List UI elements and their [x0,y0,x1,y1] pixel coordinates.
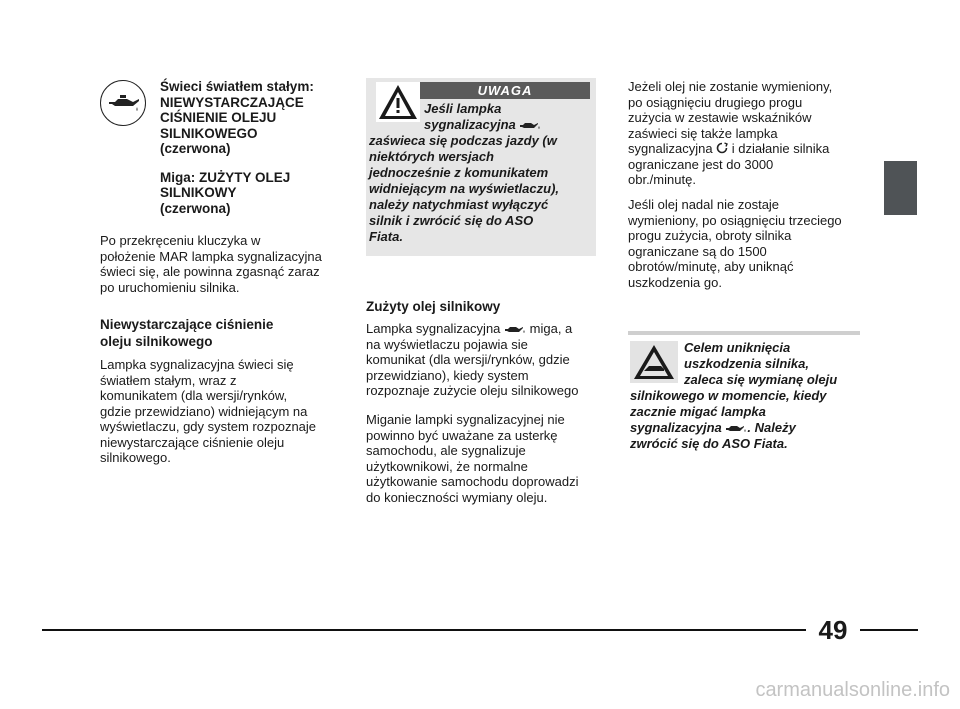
warning-triangle-icon [376,82,420,127]
oil-can-icon [519,120,541,130]
low-pressure-paragraph: Lampka sygnalizacyjna świeci się światłem stałym, wraz z komunikatem (dla wersji/rynków, gdzie przewidziano) widniejącym na wyświetlaczu, gdy system rozpoznaje niewystarczające ciśnienie oleju silnikowego. [100,357,317,465]
third-threshold-paragraph: Jeśli olej nadal nie zostaje wymieniony, po osiągnięciu trzeciego progu zużycia, obroty silnika ograniczane są do 1500 obrotów/minutę, aby uniknąć uszkodzenia go. [628,197,842,290]
low-pressure-heading: Niewystarczające ciśnienie oleju silnikowego [100,317,274,349]
warning-text-top: Jeśli lampka sygnalizacyjna [424,101,594,133]
blinking-paragraph: Miganie lampki sygnalizacyjnej nie powinno być uważane za usterkę samochodu, ale sygnalizuje użytkownikowi, że normalne użytkowanie samochodu doprowadzi do konieczności wymiany oleju. [366,412,579,505]
warning-lamp-description: Świeci światłem stałym: NIEWYSTARCZAJĄCE CIŚNIENIE OLEJU SILNIKOWEGO (czerwona) Miga: ZUŻYTY OLEJ SILNIKOWY (czerwona) [160,79,340,216]
caution-text-top: Celem uniknięcia uszkodzenia silnika, zaleca się wymianę oleju [684,340,838,387]
uwaga-header: UWAGA [420,82,590,99]
page-number: 49 [818,615,848,645]
caution-car-triangle-icon [630,341,678,388]
section-tab [884,161,917,215]
engine-limit-ring-icon [716,142,728,154]
oil-can-icon [725,423,747,433]
oil-pressure-lamp-icon [100,80,146,126]
used-oil-heading: Zużyty olej silnikowy [366,299,501,314]
watermark: carmanualsonline.info [755,679,950,701]
caution-text: silnikowego w momencie, kiedy zacznie migać lampka sygnalizacyjna . Należy zwrócić się do ASO Fiata. [630,388,827,451]
oil-can-icon [504,324,526,334]
second-threshold-paragraph: Jeżeli olej nie zostanie wymieniony, po osiągnięciu drugiego progu zużycia w zestawie wskaźników zaświeci się także lampka sygnalizacyjna i działanie silnika ograniczane jest do 3000 obr./minutę. [628,79,833,187]
footer-rule-right [860,629,918,631]
intro-paragraph: Po przekręceniu kluczyka w położenie MAR lampka sygnalizacyjna świeci się, ale powinna zgasnąć zaraz po uruchomieniu silnika. [100,233,322,295]
caution-divider [628,331,860,335]
blinking-light-label: Miga: ZUŻYTY OLEJ [160,169,291,185]
footer-rule-left [42,629,806,631]
steady-light-label: Świeci światłem stałym: [160,79,314,94]
warning-text: zaświeca się podczas jazdy (w niektórych wersjach jednocześnie z komunikatem widniejącym na wyświetlaczu), należy natychmiast wyłączyć silnik i zwrócić się do ASO Fiata. [369,133,560,244]
used-oil-paragraph: Lampka sygnalizacyjna miga, a na wyświetlaczu pojawia sie komunikat (dla wersji/rynków, gdzie przewidziano), kiedy system rozpoznaje zużycie oleju silnikowego [366,321,579,398]
